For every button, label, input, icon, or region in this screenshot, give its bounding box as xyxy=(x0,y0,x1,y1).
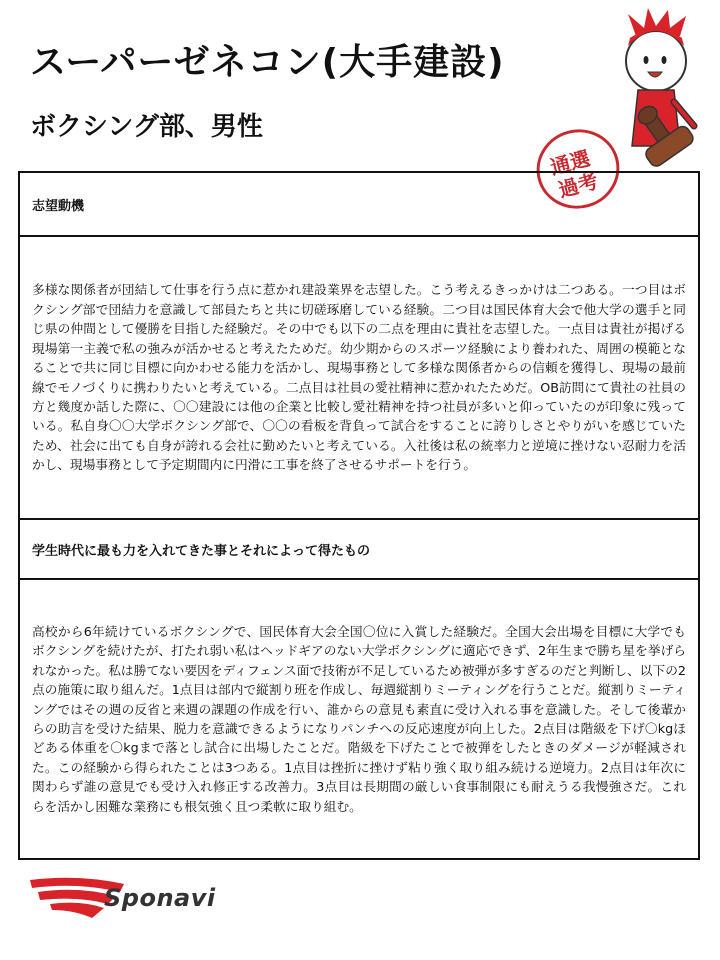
sponavi-logo-text: Sponavi xyxy=(104,884,216,912)
stamp-text-bottom: 過考 xyxy=(555,168,601,203)
section-body-student-life xyxy=(20,580,698,858)
page-subtitle: ボクシング部、男性 xyxy=(30,112,263,142)
section-heading-student-life xyxy=(20,520,698,580)
section-heading-motivation xyxy=(20,173,698,237)
section-heading-text: 志望動機 xyxy=(32,198,85,214)
section-heading-text: 学生時代に最も力を入れてきた事とそれによって得たもの xyxy=(32,543,371,559)
stamp-text-top: 通選 xyxy=(547,146,593,180)
section-body-text: 多様な関係者が団結して仕事を行う点に惹かれ建設業界を志望した。こう考えるきっかけは二つある。一つ目はボクシング部で団結力を意識して部員たちと共に切磋琢磨している経験。二つ目は国民体育大会で他大学の選手と同じ県の仲間として優勝を目指した経験だ。その中でも以下の二点を理由に貴社を志望した。一点目は貴社が掲げる現場第一主義で私の強みが活かせると考えたためだ。幼少期からのスポーツ経験により養われた、周囲の模範となることで共に同じ目標に向かわせる能力を活かし、現場事務として多様な関係者からの信頼を獲得し、現場の最前線でモノづくりに携わりたいと考えている。二点目は社員の愛社精神に惹かれたためだ。OB訪問にて貴社の社員の方と幾度か話した際に、〇〇建設には他の企業と比較し愛社精神を持つ社員が多いと仰っていたのが印象に残っている。私自身〇〇大学ボクシング部で、〇〇の看板を背負って試合をすることに誇りしさとやりがいを感じていたため、社会に出ても自身が誇れる会社に勤めたいと考えている。入社後は私の統率力と逆境に挫けない忍耐力を活かし、現場事務として予定期間内に円滑に工事を終了させるサポートを行う。 xyxy=(32,282,686,473)
section-body-motivation xyxy=(20,237,698,520)
page-title: スーパーゼネコン(大手建設) xyxy=(30,42,505,83)
section-body-text: 高校から6年続けているボクシングで、国民体育大会全国〇位に入賞した経験だ。全国大会出場を目標に大学でもボクシングを続けたが、打たれ弱い私はヘッドギアのない大学ボクシングに適応できず、2年生まで勝ち星を挙げられなかった。私は勝てない要因をディフェンス面で技術が不足しているため被弾が多すぎるのだと判断し、以下の2点の施策に取り組んだ。1点目は部内で縦割り班を作成し、毎週縦割りミーティングを行うことだ。縦割りミーティングではその週の反省と来週の課題の作成を行い、誰からの意見も素直に受け入れる事を意識した。そして後輩からの助言を受けた結果、脱力を意識できるようになりパンチへの反応速度が向上した。2点目は階級を下げ〇kgほどある体重を〇kgまで落とし試合に出場したことだ。階級を下げたことで被弾をしたときのダメージが軽減された。この経験から得られたことは3つある。1点目は挫折に挫けず粘り強く取り組み続ける逆境力。2点目は年次に関わらず誰の意見でも受け入れ修正する改善力。3点目は長期間の厳しい食事制限にも耐えうる我慢強さだ。これらを活かし困難な業務にも根気強く且つ柔軟に取り組む。 xyxy=(32,623,686,814)
essay-sheet xyxy=(18,168,700,860)
